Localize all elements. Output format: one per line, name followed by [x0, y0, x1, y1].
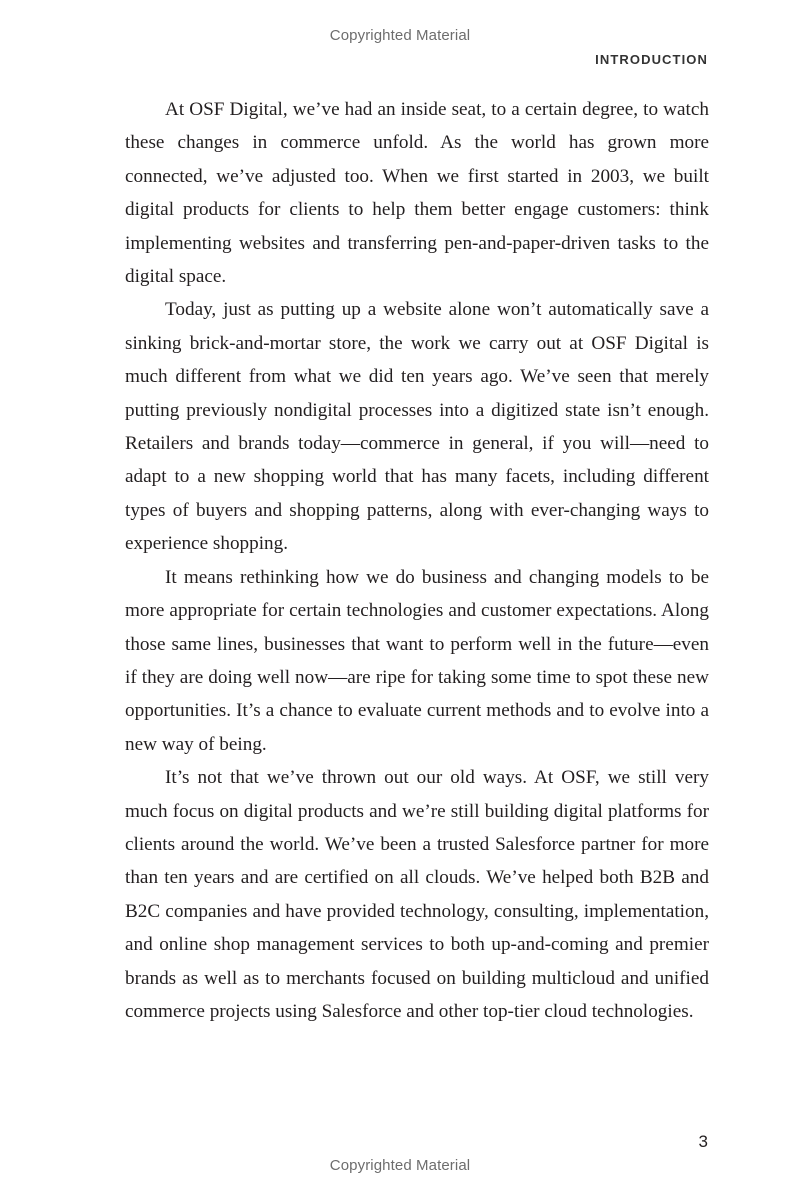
paragraph-4: It’s not that we’ve thrown out our old ways. At OSF, we still very much focus on digital products and we’re still building digital platforms for clients around the world. We’ve been a trusted Salesforce partner for more than ten years and are certified on all clouds. We’ve helped both B2B and B2C companies and have provided technology, consulting, implementation, and online shop management services to both up-and-coming and premier brands as well as to merchants focused on building multicloud and unified commerce projects using Salesforce and other top-tier cloud technologies. — [125, 767, 709, 1022]
paragraph-3: It means rethinking how we do business and changing models to be more appropriate for certain technologies and customer expectations. Along those same lines, businesses that want to perform well in the future—even if they are doing well now—are ripe for taking some time to spot these new opportunities. It’s a chance to evaluate current methods and to evolve into a new way of being. — [125, 566, 709, 755]
running-head: INTRODUCTION — [595, 52, 708, 67]
paragraph-1: At OSF Digital, we’ve had an inside seat, to a certain degree, to watch these changes in commerce unfold. As the world has grown more connected, we’ve adjusted too. When we first started in 2003, we built digital products for clients to help them better engage customers: think implementing websites and transferring pen-and-paper-driven tasks to the digital space. — [125, 99, 709, 288]
paragraph-2: Today, just as putting up a website alone won’t automatically save a sinking brick-and-mortar store, the work we carry out at OSF Digital is much different from what we did ten years ago. We’ve seen that merely putting previously nondigital processes into a digitized state isn’t enough. Retailers and brands today—commerce in general, if you will—need to adapt to a new shopping world that has many facets, including different types of buyers and shopping patterns, along with ever-changing ways to experience shopping. — [125, 299, 709, 555]
copyright-watermark-top: Copyrighted Material — [329, 27, 471, 44]
page-number: 3 — [698, 1132, 708, 1151]
copyright-watermark-bottom: Copyrighted Material — [329, 1157, 471, 1174]
body-text — [125, 93, 709, 1028]
